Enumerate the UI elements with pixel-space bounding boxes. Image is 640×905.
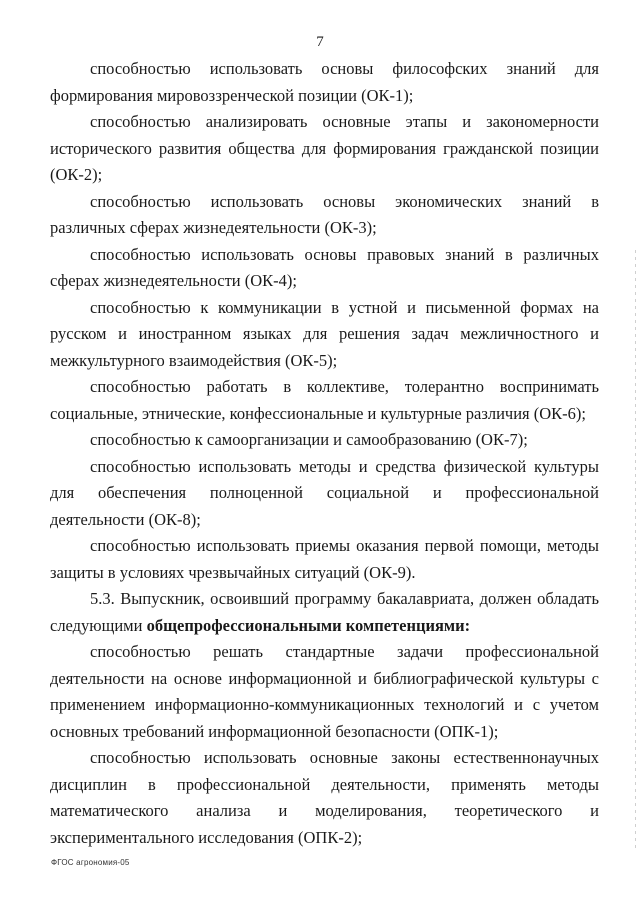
competency-ok-2: способностью анализировать основные этапы и закономерности исторического развития общества для формирования гражданской позиции (ОК-2);	[50, 112, 599, 184]
competency-ok-4: способностью использовать основы правовых знаний в различных сферах жизнедеятельности (ОК-4);	[50, 244, 599, 290]
competency-ok-3: способностью использовать основы экономических знаний в различных сферах жизнедеятельности (ОК-3);	[50, 191, 599, 237]
competency-ok-6: способностью работать в коллективе, толерантно воспринимать социальные, этнические, конфессиональные и культурные различия (ОК-6);	[50, 377, 599, 423]
competency-ok-1: способностью использовать основы философских знаний для формирования мировоззренческой позиции (ОК-1);	[50, 59, 599, 105]
competency-opk-1: способностью решать стандартные задачи профессиональной деятельности на основе информационной и библиографической культуры с применением информационно-коммуникационных технологий и с учетом основных требований информационной безопасности (ОПК-1);	[50, 642, 599, 741]
section-5-3-lead: 5.3. Выпускник, освоивший программу бакалавриата, должен обладать следующими	[50, 589, 599, 635]
competency-opk-2: способностью использовать основные законы естественнонаучных дисциплин в профессиональной деятельности, применять методы математического анализа и моделирования, теоретического и экспериментального исследования (ОПК-2);	[50, 748, 599, 847]
page-number: 7	[316, 34, 324, 50]
document-body	[50, 56, 599, 851]
footer-document-mark: ФГОС агрономия-05	[51, 858, 130, 867]
competency-ok-9: способностью использовать приемы оказания первой помощи, методы защиты в условиях чрезвычайных ситуаций (ОК-9).	[50, 536, 599, 582]
scan-edge-line	[635, 250, 636, 850]
competency-ok-8: способностью использовать методы и средства физической культуры для обеспечения полноценной социальной и профессиональной деятельности (ОК-8);	[50, 456, 599, 529]
competency-ok-5: способностью к коммуникации в устной и письменной формах на русском и иностранном языках для решения задач межличностного и межкультурного взаимодействия (ОК-5);	[50, 297, 599, 370]
section-5-3-heading	[50, 586, 599, 639]
section-5-3-bold: общепрофессиональными компетенциями:	[146, 615, 471, 635]
competency-ok-7: способностью к самоорганизации и самообразованию (ОК-7);	[90, 430, 528, 449]
